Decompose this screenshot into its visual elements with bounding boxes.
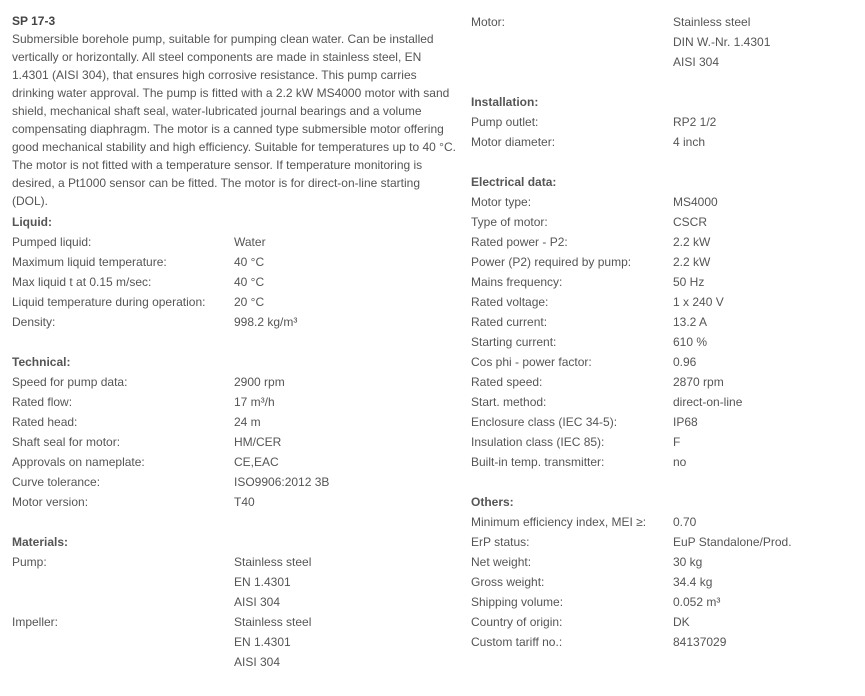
spec-label: Max liquid t at 0.15 m/sec: bbox=[12, 275, 152, 289]
spec-label: Power (P2) required by pump: bbox=[471, 255, 632, 269]
spec-value: EN 1.4301 bbox=[234, 635, 291, 649]
spec-value: 610 % bbox=[673, 335, 708, 349]
spec-row bbox=[471, 412, 851, 432]
spec-row bbox=[471, 132, 851, 152]
spec-label: Built-in temp. transmitter: bbox=[471, 455, 605, 469]
spec-value: 1 x 240 V bbox=[673, 295, 724, 309]
spec-label: Cos phi - power factor: bbox=[471, 355, 592, 369]
spec-row bbox=[12, 592, 457, 612]
spec-value: HM/CER bbox=[234, 435, 282, 449]
spec-value: T40 bbox=[234, 495, 255, 509]
spec-label: Impeller: bbox=[12, 615, 59, 629]
spec-label: Insulation class (IEC 85): bbox=[471, 435, 605, 449]
spec-row bbox=[471, 232, 851, 252]
spec-row bbox=[12, 452, 457, 472]
spec-value: EN 1.4301 bbox=[234, 575, 291, 589]
right-column bbox=[471, 12, 851, 652]
spec-label: Net weight: bbox=[471, 555, 532, 569]
spec-value: direct-on-line bbox=[673, 395, 743, 409]
spec-row bbox=[471, 352, 851, 372]
spec-value: RP2 1/2 bbox=[673, 115, 717, 129]
spec-row bbox=[12, 412, 457, 432]
spec-label: Liquid temperature during operation: bbox=[12, 295, 206, 309]
spec-value: 2.2 kW bbox=[673, 255, 711, 269]
spec-row bbox=[471, 292, 851, 312]
spec-label: Rated current: bbox=[471, 315, 548, 329]
spec-row bbox=[471, 612, 851, 632]
spec-value: AISI 304 bbox=[234, 595, 281, 609]
spec-value: CSCR bbox=[673, 215, 708, 229]
spec-label: Gross weight: bbox=[471, 575, 545, 589]
spec-label: Approvals on nameplate: bbox=[12, 455, 145, 469]
installation-heading: Installation: bbox=[471, 95, 539, 109]
spec-row bbox=[471, 12, 851, 32]
spec-row bbox=[12, 392, 457, 412]
spec-label: Country of origin: bbox=[471, 615, 563, 629]
electrical-heading: Electrical data: bbox=[471, 175, 557, 189]
spec-row bbox=[471, 312, 851, 332]
spec-value: 17 m³/h bbox=[234, 395, 275, 409]
spec-value: MS4000 bbox=[673, 195, 718, 209]
spec-row bbox=[471, 272, 851, 292]
spec-value: 2.2 kW bbox=[673, 235, 711, 249]
spec-row bbox=[471, 112, 851, 132]
spec-label: Type of motor: bbox=[471, 215, 548, 229]
spec-row bbox=[12, 472, 457, 492]
spec-value: 0.052 m³ bbox=[673, 595, 721, 609]
spec-row bbox=[12, 652, 457, 672]
spec-row bbox=[471, 252, 851, 272]
spec-row bbox=[12, 492, 457, 512]
spec-label: Rated flow: bbox=[12, 395, 73, 409]
spec-label: Maximum liquid temperature: bbox=[12, 255, 167, 269]
product-description: Submersible borehole pump, suitable for pumping clean water. Can be installed vertically or horizontally. All steel components are made in stainless steel, EN 1.4301 (AISI 304), that ensures high corrosive resistance. This pump carries drinking water approval. The pump is fitted with a 2.2 kW MS4000 motor with sand shield, mechanical shaft seal, water-lubricated journal bearings and a volume compensating diaphragm. The motor is a canned type submersible motor offering good mechanical stability and high efficiency. Suitable for temperatures up to 40 °C. The motor is not fitted with a temperature sensor. If temperature monitoring is desired, a Pt1000 sensor can be fitted. The motor is for direct-on-line starting (DOL). bbox=[12, 32, 456, 208]
spec-row bbox=[12, 612, 457, 632]
spec-value: 50 Hz bbox=[673, 275, 705, 289]
spec-value: 40 °C bbox=[234, 275, 265, 289]
spec-row bbox=[471, 332, 851, 352]
spec-label: Motor version: bbox=[12, 495, 89, 509]
spec-row bbox=[471, 212, 851, 232]
spec-row bbox=[471, 632, 851, 652]
spec-row bbox=[471, 592, 851, 612]
spec-label: Shaft seal for motor: bbox=[12, 435, 121, 449]
spec-value: 20 °C bbox=[234, 295, 265, 309]
left-column bbox=[12, 12, 457, 672]
spec-value: 24 m bbox=[234, 415, 261, 429]
spec-label: Enclosure class (IEC 34-5): bbox=[471, 415, 618, 429]
spec-label: Motor type: bbox=[471, 195, 532, 209]
technical-heading: Technical: bbox=[12, 355, 71, 369]
spec-row bbox=[471, 32, 851, 52]
spec-row bbox=[12, 232, 457, 252]
spec-value: 0.96 bbox=[673, 355, 697, 369]
spec-label: Motor: bbox=[471, 15, 506, 29]
spec-row bbox=[471, 392, 851, 412]
spec-label: Mains frequency: bbox=[471, 275, 563, 289]
spec-label: Rated speed: bbox=[471, 375, 543, 389]
spec-row bbox=[471, 52, 851, 72]
spec-row bbox=[12, 372, 457, 392]
spec-row bbox=[471, 432, 851, 452]
spec-row bbox=[12, 632, 457, 652]
spec-value: no bbox=[673, 455, 687, 469]
spec-value: 4 inch bbox=[673, 135, 706, 149]
spec-row bbox=[12, 272, 457, 292]
spec-label: Rated voltage: bbox=[471, 295, 549, 309]
spec-value: 0.70 bbox=[673, 515, 697, 529]
spec-value: 30 kg bbox=[673, 555, 703, 569]
spec-value: IP68 bbox=[673, 415, 698, 429]
materials-heading: Materials: bbox=[12, 535, 69, 549]
spec-row bbox=[471, 572, 851, 592]
spec-row bbox=[12, 432, 457, 452]
spec-value: 2870 rpm bbox=[673, 375, 724, 389]
spec-value: DK bbox=[673, 615, 690, 629]
spec-row bbox=[471, 552, 851, 572]
spec-label: ErP status: bbox=[471, 535, 530, 549]
spec-label: Pumped liquid: bbox=[12, 235, 92, 249]
spec-value: 84137029 bbox=[673, 635, 727, 649]
spec-label: Pump outlet: bbox=[471, 115, 539, 129]
spec-value: AISI 304 bbox=[234, 655, 281, 669]
spec-row bbox=[12, 572, 457, 592]
spec-label: Starting current: bbox=[471, 335, 557, 349]
spec-row bbox=[12, 312, 457, 332]
spec-label: Curve tolerance: bbox=[12, 475, 101, 489]
spec-label: Motor diameter: bbox=[471, 135, 556, 149]
spec-label: Speed for pump data: bbox=[12, 375, 128, 389]
spec-label: Rated power - P2: bbox=[471, 235, 568, 249]
spec-value: AISI 304 bbox=[673, 55, 720, 69]
spec-row bbox=[471, 512, 851, 532]
spec-row bbox=[12, 292, 457, 312]
liquid-heading: Liquid: bbox=[12, 215, 52, 229]
spec-row bbox=[471, 532, 851, 552]
spec-label: Custom tariff no.: bbox=[471, 635, 563, 649]
spec-row bbox=[471, 192, 851, 212]
product-title: SP 17-3 bbox=[12, 14, 56, 28]
spec-value: Stainless steel bbox=[234, 615, 312, 629]
spec-value: Stainless steel bbox=[234, 555, 312, 569]
spec-value: DIN W.-Nr. 1.4301 bbox=[673, 35, 771, 49]
spec-row bbox=[471, 452, 851, 472]
spec-value: 2900 rpm bbox=[234, 375, 285, 389]
spec-value: Water bbox=[234, 235, 266, 249]
spec-value: ISO9906:2012 3B bbox=[234, 475, 330, 489]
others-heading: Others: bbox=[471, 495, 514, 509]
spec-value: F bbox=[673, 435, 681, 449]
spec-value: 13.2 A bbox=[673, 315, 708, 329]
spec-value: EuP Standalone/Prod. bbox=[673, 535, 792, 549]
spec-label: Rated head: bbox=[12, 415, 78, 429]
spec-value: 34.4 kg bbox=[673, 575, 713, 589]
spec-label: Pump: bbox=[12, 555, 47, 569]
spec-value: 40 °C bbox=[234, 255, 265, 269]
spec-value: CE,EAC bbox=[234, 455, 279, 469]
spec-label: Start. method: bbox=[471, 395, 547, 409]
spec-row bbox=[12, 252, 457, 272]
spec-value: Stainless steel bbox=[673, 15, 751, 29]
spec-row bbox=[471, 372, 851, 392]
spec-label: Density: bbox=[12, 315, 56, 329]
spec-value: 998.2 kg/m³ bbox=[234, 315, 298, 329]
spec-label: Minimum efficiency index, MEI ≥: bbox=[471, 515, 647, 529]
spec-label: Shipping volume: bbox=[471, 595, 564, 609]
spec-row bbox=[12, 552, 457, 572]
